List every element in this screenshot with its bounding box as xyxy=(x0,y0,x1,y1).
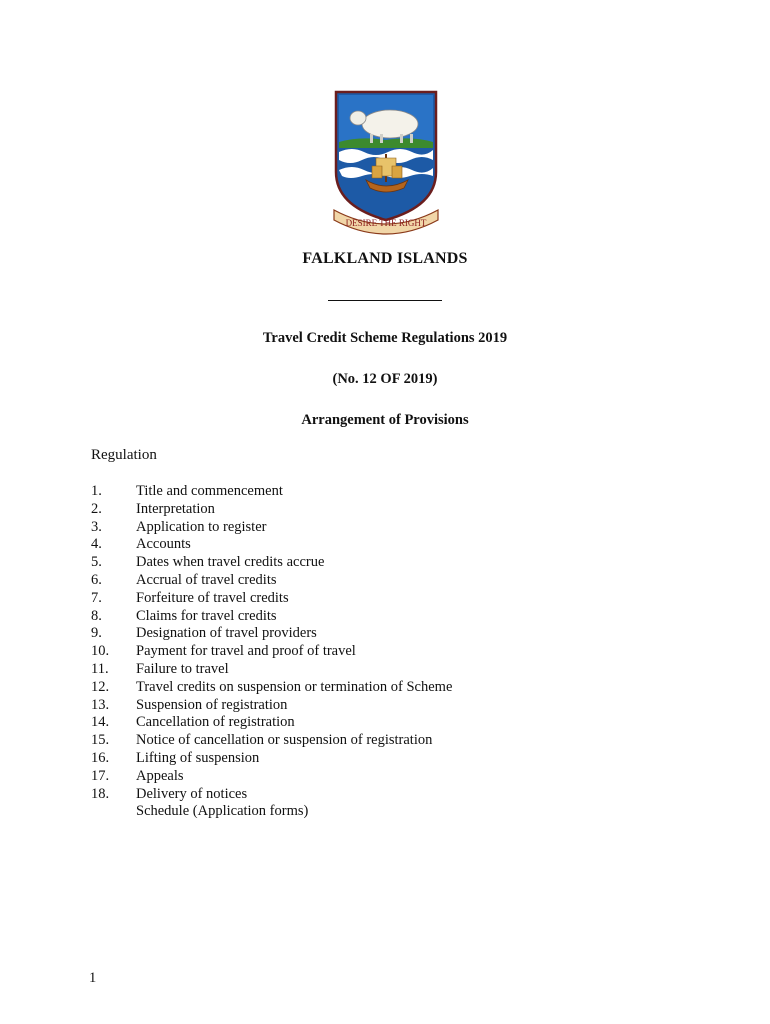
divider-rule xyxy=(328,300,442,301)
toc-text: Delivery of notices xyxy=(136,785,248,802)
toc-text: Interpretation xyxy=(136,500,215,517)
toc-text: Failure to travel xyxy=(136,660,229,677)
toc-text: Appeals xyxy=(136,767,184,784)
toc-number: 17. xyxy=(91,767,110,784)
toc-text: Lifting of suspension xyxy=(136,749,260,766)
toc-text: Designation of travel providers xyxy=(136,625,317,642)
regulations-title: Travel Credit Scheme Regulations 2019 xyxy=(262,330,508,346)
toc-number: 12. xyxy=(91,678,110,695)
toc-text: Claims for travel credits xyxy=(136,607,277,624)
toc-number: 4. xyxy=(91,536,102,553)
toc-number: 18. xyxy=(91,785,110,802)
page-title: FALKLAND ISLANDS xyxy=(302,250,468,267)
toc-text: Accrual of travel credits xyxy=(136,571,277,588)
toc-text: Travel credits on suspension or termination of Scheme xyxy=(136,678,453,695)
toc-number: 2. xyxy=(91,500,102,517)
toc-text: Application to register xyxy=(136,518,267,535)
arrangement-heading: Arrangement of Provisions xyxy=(301,412,469,428)
toc-number: 13. xyxy=(91,696,110,713)
toc-number: 6. xyxy=(91,571,102,588)
toc-text: Title and commencement xyxy=(136,483,283,499)
toc-number: 5. xyxy=(91,554,102,571)
toc-number: 1. xyxy=(91,483,102,499)
toc-number: 10. xyxy=(91,643,110,660)
toc-number: 7. xyxy=(91,589,102,606)
page-number: 1 xyxy=(89,970,97,986)
toc-number: 14. xyxy=(91,714,110,731)
toc-number: 15. xyxy=(91,732,110,749)
toc-number: 16. xyxy=(91,749,110,766)
toc-number: 11. xyxy=(91,660,109,677)
toc-number: 9. xyxy=(91,625,102,642)
toc-text: Suspension of registration xyxy=(136,696,288,713)
toc-text: Cancellation of registration xyxy=(136,714,295,731)
regulation-label: Regulation xyxy=(91,447,157,463)
toc-number: 8. xyxy=(91,607,102,624)
toc-number: 3. xyxy=(91,518,102,535)
toc-text: Payment for travel and proof of travel xyxy=(136,643,356,660)
toc-text: Forfeiture of travel credits xyxy=(136,589,289,606)
toc-text: Notice of cancellation or suspension of registration xyxy=(136,732,433,749)
svg-text:DESIRE THE RIGHT: DESIRE THE RIGHT xyxy=(345,218,427,228)
toc-text: Accounts xyxy=(136,536,191,553)
toc-text: Schedule (Application forms) xyxy=(136,803,309,820)
toc-text: Dates when travel credits accrue xyxy=(136,554,325,571)
coat-of-arms-icon xyxy=(330,88,442,236)
regulations-number: (No. 12 OF 2019) xyxy=(332,371,438,387)
